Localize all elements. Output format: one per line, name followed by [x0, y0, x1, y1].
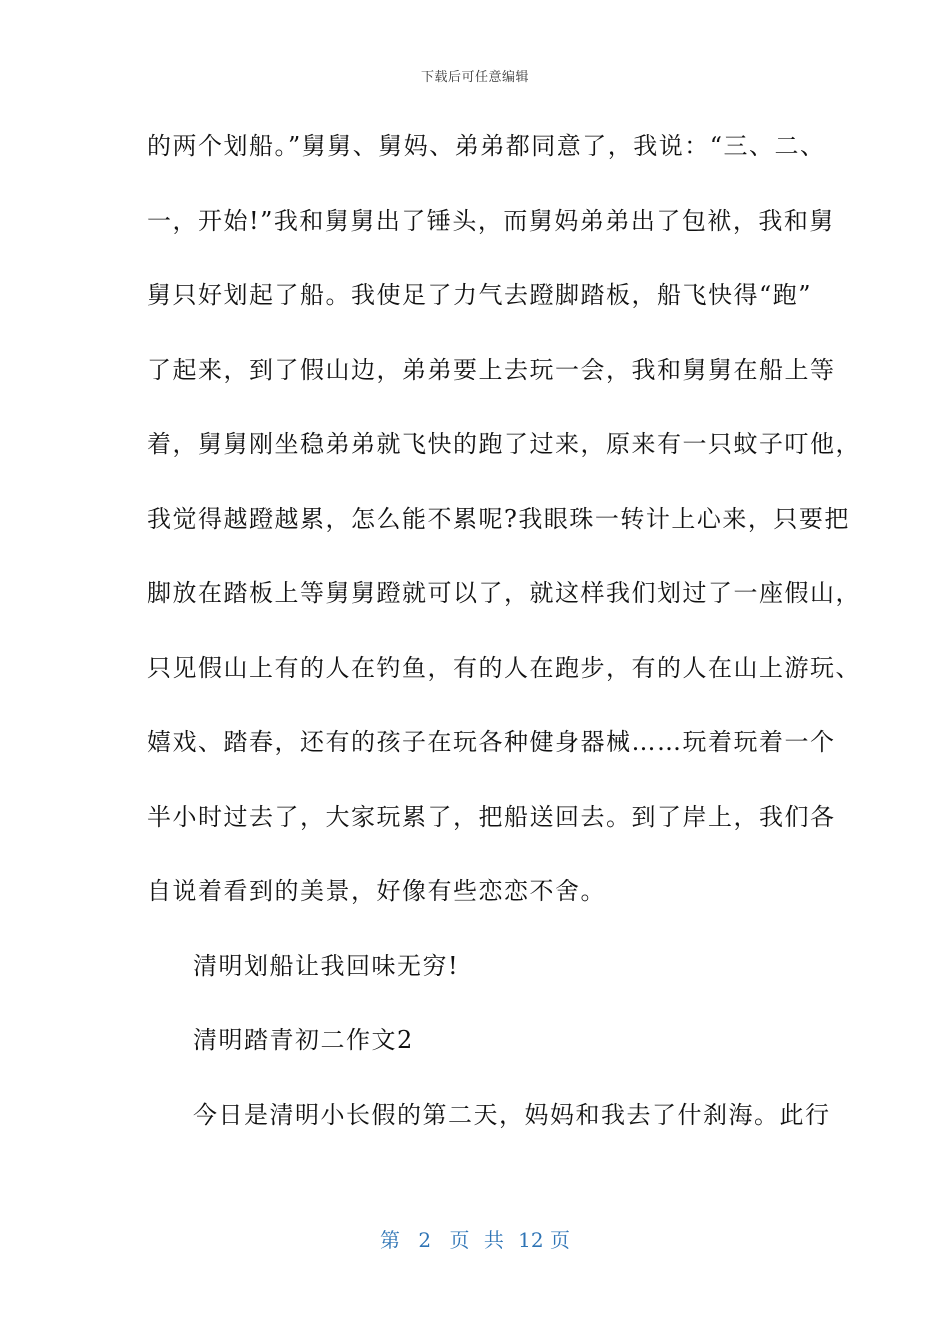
- text-line: 自说着看到的美景，好像有些恋恋不舍。: [147, 877, 606, 905]
- document-body: [147, 122, 861, 1165]
- footer-prefix: 第: [380, 1228, 400, 1252]
- text-line: 嬉戏、踏春，还有的孩子在玩各种健身器械……玩着玩着一个: [147, 728, 836, 756]
- page-footer: [0, 1224, 950, 1253]
- text-line: 了起来，到了假山边，弟弟要上去玩一会，我和舅舅在船上等: [147, 355, 836, 384]
- text-line: 的两个划船。”舅舅、舅妈、弟弟都同意了，我说：“三、二、: [147, 132, 826, 160]
- paragraph-start: 今日是清明小长假的第二天，妈妈和我去了什刹海。此行: [193, 1100, 831, 1129]
- closing-sentence: 清明划船让我回味无穷!: [193, 951, 460, 980]
- download-note: 下载后可任意编辑: [420, 70, 529, 85]
- text-line: 舅只好划起了船。我使足了力气去蹬脚踏板，船飞快得“跑”: [147, 281, 813, 309]
- text-line: 我觉得越蹬越累，怎么能不累呢?我眼珠一转计上心来，只要把: [147, 504, 850, 533]
- text-line: 一，开始!”我和舅舅出了锤头，而舅妈弟弟出了包袱，我和舅: [147, 206, 835, 235]
- text-line: 只见假山上有的人在钓鱼，有的人在跑步，有的人在山上游玩、: [147, 653, 861, 682]
- section-title: 清明踏青初二作文2: [193, 1026, 414, 1054]
- text-line: 半小时过去了，大家玩累了，把船送回去。到了岸上，我们各: [147, 802, 836, 831]
- footer-suffix: 页: [549, 1228, 570, 1252]
- text-line: 脚放在踏板上等舅舅蹬就可以了，就这样我们划过了一座假山，: [147, 579, 861, 607]
- current-page-number: 2: [418, 1228, 432, 1252]
- footer-total-word: 共: [483, 1228, 504, 1252]
- text-line: 着，舅舅刚坐稳弟弟就飞快的跑了过来，原来有一只蚊子叮他，: [147, 430, 861, 458]
- total-page-count: 12: [518, 1228, 544, 1252]
- footer-page-word: 页: [449, 1228, 470, 1252]
